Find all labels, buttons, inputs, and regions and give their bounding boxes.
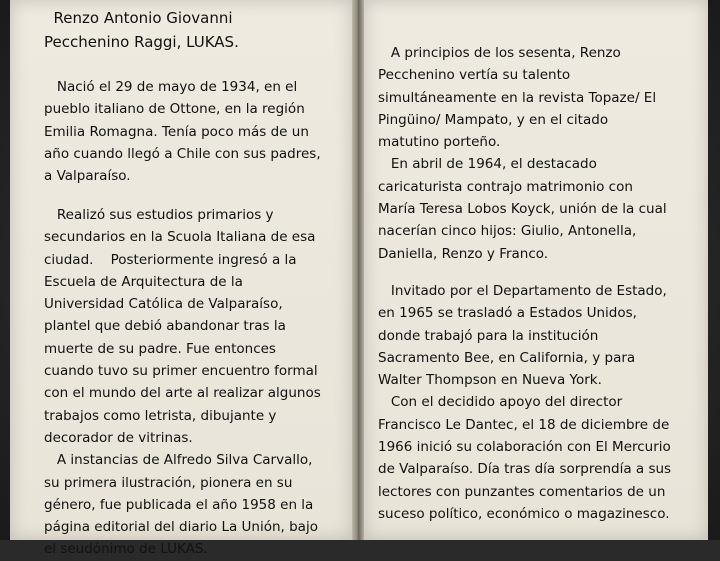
left-paragraph-studies: Realizó sus estudios primarios y secundarios en la Scuola Italiana de esa ciudad. Posteriormente ingresó a la Escuela de Arquitectura de la Universidad Católica de Valparaíso, plantel que debió abandonar tras la muerte de su padre. Fue entonces cuando tuvo su primer encuentro formal con el mundo del arte al realizar algunos trabajos como letrista, dibujante y decorador de vitrinas. A instancias de Alfredo Silva Carvallo, su primera ilustración, pionera en su género, fue publicada el año 1958 en la página editorial del diario La Unión, bajo el seudónimo de LUKAS. [44, 207, 321, 558]
left-paragraph-birth: Nació el 29 de mayo de 1934, en el pueblo italiano de Ottone, en la región Emilia Romagna. Tenía poco más de un año cuando llegó a Chile con sus padres, a Valparaíso. [44, 79, 321, 185]
right-paragraph-usa: Invitado por el Departamento de Estado, en 1965 se trasladó a Estados Unidos, donde trabajó para la institución Sacramento Bee, en California, y para Walter Thompson en Nueva York. Con el decidido apoyo del director Francisco Le Dantec, el 18 de diciembre de 1966 inició su colaboración con El Mercurio de Valparaíso. Día tras día sorprendía a sus lectores con punzantes comentarios de un suceso político, económico o magazinesco. [378, 283, 672, 522]
right-paragraph-sixties: A principios de los sesenta, Renzo Pecchenino vertía su talento simultáneamente en la revista Topaze/ El Pingüino/ Mampato, y en el citado matutino porteño. En abril de 1964, el destacado caricaturista contrajo matrimonio con María Teresa Lobos Koyck, unión de la cual nacerían cinco hijos: Giulio, Antonella, Daniella, Renzo y Franco. [378, 45, 667, 262]
book-spine [352, 0, 364, 540]
page-title: Renzo Antonio Giovanni Pecchenino Raggi, LUKAS. [44, 9, 239, 51]
